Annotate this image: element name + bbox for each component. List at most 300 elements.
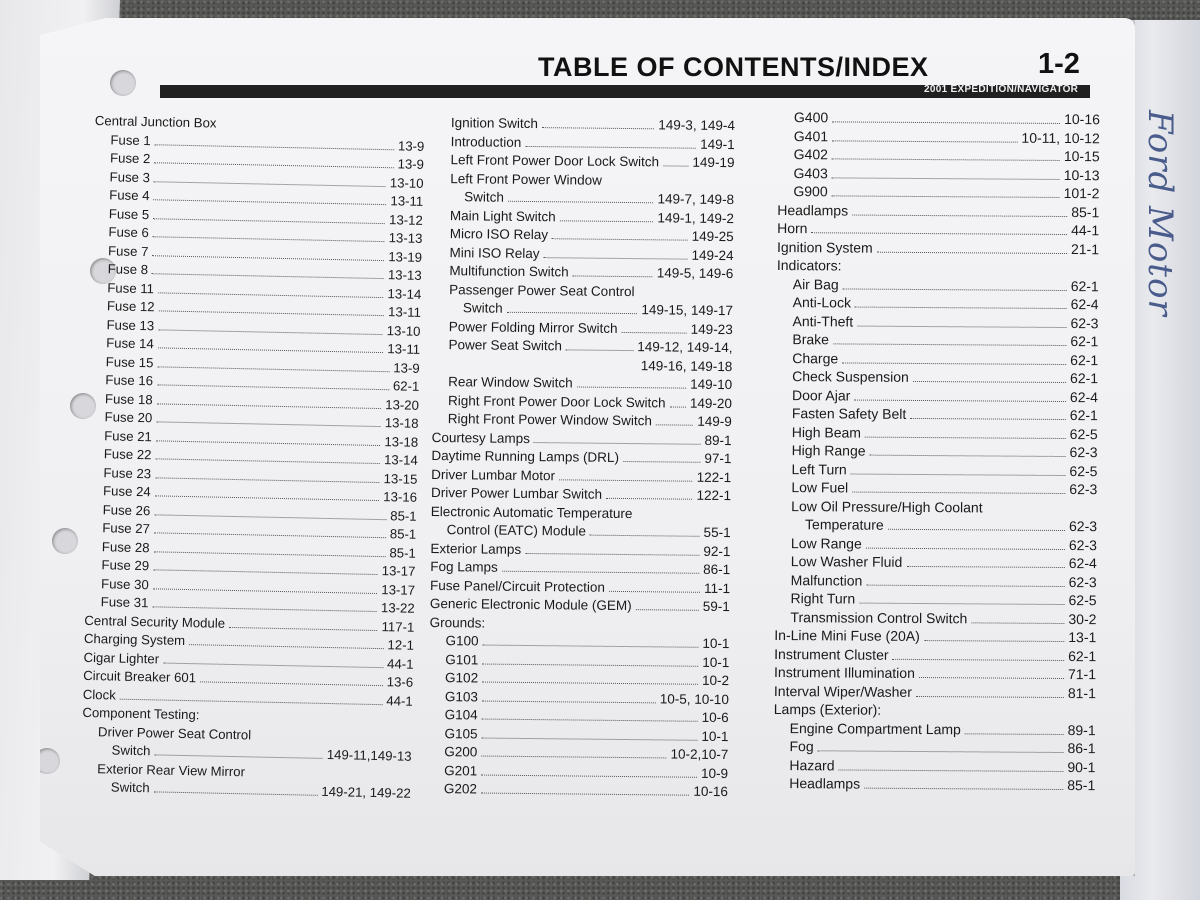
entry-page-ref: 13-12	[388, 211, 423, 228]
index-entry	[775, 552, 1097, 573]
dot-leader	[971, 610, 1064, 624]
dot-leader	[910, 406, 1066, 420]
dot-leader	[832, 109, 1060, 124]
index-entry	[775, 589, 1097, 610]
entry-page-ref: 13-10	[389, 174, 424, 191]
dot-leader	[622, 319, 687, 333]
entry-label: Low Washer Fluid	[790, 553, 903, 570]
dot-leader	[842, 350, 1066, 365]
index-entry	[775, 515, 1097, 536]
entry-page-ref: 62-1	[1070, 277, 1099, 294]
entry-label: Indicators:	[776, 256, 842, 274]
entry-page-ref: 86-1	[703, 561, 731, 578]
entry-label: Fuse 5	[108, 205, 150, 222]
entry-page-ref: 10-1	[702, 635, 730, 652]
entry-label: G401	[793, 127, 829, 144]
index-entry	[777, 237, 1099, 258]
entry-label: Door Ajar	[791, 386, 851, 404]
entry-label: In-Line Mini Fuse (20A)	[774, 626, 920, 645]
entry-page-ref: 149-19	[692, 154, 735, 171]
entry-label: Micro ISO Relay	[449, 226, 549, 243]
index-entry	[777, 200, 1099, 221]
entry-page-ref: 13-6	[386, 674, 414, 690]
vehicle-subtitle: 2001 EXPEDITION/NAVIGATOR	[924, 84, 1079, 95]
entry-page-ref: 149-23	[690, 321, 733, 337]
entry-page-ref: 86-1	[1067, 740, 1096, 757]
entry-label: G101	[445, 651, 479, 667]
dot-leader	[832, 128, 1017, 142]
entry-label: Ignition System	[776, 238, 873, 256]
entry-page-ref: 10-1	[701, 728, 729, 744]
dot-leader	[832, 183, 1060, 198]
entry-label: Multifunction Switch	[449, 263, 569, 280]
dot-leader	[481, 725, 697, 740]
entry-label: Switch	[110, 779, 150, 796]
index-entry	[773, 755, 1095, 776]
entry-page-ref: 149-20	[689, 395, 733, 411]
entry-page-ref: 149-11,149-13	[326, 746, 412, 764]
entry-label: Instrument Cluster	[774, 645, 889, 663]
entry-label: Low Fuel	[791, 479, 849, 496]
dot-leader	[656, 412, 694, 425]
entry-label: Fuse 15	[105, 353, 154, 370]
entry-page-ref: 85-1	[389, 526, 417, 542]
index-entry	[777, 219, 1099, 240]
entry-label: Fuse 22	[103, 446, 152, 463]
index-entry	[777, 256, 1099, 277]
ford-logo-text: Ford Motor	[1140, 110, 1180, 317]
index-entry	[774, 700, 1096, 721]
entry-page-ref: 55-1	[703, 524, 731, 541]
entry-page-ref: 62-3	[1070, 314, 1099, 331]
entry-page-ref: 149-1, 149-2	[657, 209, 735, 226]
entry-label: Central Security Module	[84, 612, 226, 631]
entry-page-ref: 149-24	[691, 247, 734, 263]
entry-page-ref: 92-1	[703, 543, 731, 559]
dot-leader	[636, 597, 699, 611]
entry-page-ref: 13-17	[381, 563, 416, 579]
entry-label: Fuse 23	[103, 464, 152, 481]
index-entry	[777, 163, 1099, 184]
entry-label: Anti-Lock	[792, 294, 852, 311]
entry-label: Fuse 6	[108, 224, 149, 241]
index-entry	[774, 626, 1096, 647]
entry-page-ref: 62-4	[1068, 555, 1097, 572]
entry-page-ref: 149-25	[691, 228, 734, 245]
index-entry	[777, 182, 1099, 203]
entry-label: Ignition Switch	[450, 115, 539, 132]
entry-label: Daytime Running Lamps (DRL)	[431, 447, 620, 465]
entry-page-ref: 10-2,10-7	[670, 746, 729, 763]
dot-leader	[854, 387, 1066, 401]
index-entry	[777, 293, 1099, 314]
dot-leader	[888, 517, 1065, 531]
dot-leader	[916, 683, 1064, 697]
entry-page-ref: 11-1	[703, 580, 731, 596]
entry-page-ref: 62-4	[1069, 388, 1099, 405]
dot-leader	[481, 781, 690, 796]
dot-leader	[833, 331, 1066, 346]
entry-page-ref: 10-5, 10-10	[659, 690, 729, 707]
entry-page-ref: 117-1	[381, 618, 415, 635]
entry-page-ref: 44-1	[386, 655, 414, 672]
entry-page-ref: 122-1	[696, 487, 732, 504]
dot-leader	[577, 374, 687, 388]
dot-leader	[525, 540, 699, 555]
entry-label: Fuse 2	[109, 150, 151, 167]
entry-label: High Beam	[791, 423, 862, 441]
dot-leader	[507, 300, 638, 314]
entry-label: Switch	[462, 300, 503, 316]
dot-leader	[623, 449, 701, 463]
entry-label: Air Bag	[792, 275, 839, 292]
entry-label: High Range	[791, 442, 866, 459]
dot-leader	[965, 721, 1064, 735]
dot-leader	[452, 356, 637, 370]
entry-page-ref: 62-4	[1070, 296, 1099, 313]
dot-leader	[818, 738, 1064, 753]
entry-label: Passenger Power Seat Control	[449, 281, 635, 299]
entry-label: G105	[444, 725, 478, 741]
entry-page-ref: 13-19	[388, 248, 423, 265]
entry-page-ref: 13-10	[386, 322, 421, 339]
entry-page-ref: 149-16, 149-18	[640, 357, 733, 374]
index-entry	[773, 737, 1095, 758]
entry-label: Low Range	[790, 534, 862, 552]
entry-label: Cigar Lighter	[83, 649, 160, 666]
entry-label: Fog Lamps	[430, 558, 498, 575]
index-entry	[777, 274, 1099, 295]
dot-leader	[855, 295, 1067, 309]
entry-page-ref: 13-17	[381, 581, 416, 598]
page-number: 1-2	[1038, 48, 1080, 80]
page-title: TABLE OF CONTENTS/INDEX	[538, 52, 929, 82]
index-entry	[432, 336, 732, 358]
dot-leader	[590, 523, 700, 537]
index-column-1	[81, 112, 425, 803]
entry-page-ref: 30-2	[1068, 610, 1097, 627]
index-entry	[775, 496, 1097, 517]
entry-label: G200	[444, 744, 478, 760]
entry-page-ref: 44-1	[1071, 222, 1100, 239]
dot-leader	[811, 220, 1067, 235]
entry-page-ref: 62-5	[1068, 592, 1097, 609]
entry-label: G403	[793, 164, 828, 181]
entry-label: G400	[793, 109, 829, 126]
entry-label: Fuse 21	[104, 427, 153, 444]
entry-label: Introduction	[450, 133, 522, 150]
entry-page-ref: 13-13	[388, 230, 423, 246]
dot-leader	[525, 133, 696, 148]
dot-leader	[154, 779, 318, 795]
dot-leader	[913, 369, 1066, 383]
dot-leader	[864, 776, 1063, 790]
entry-label: Driver Power Lumbar Switch	[430, 484, 603, 502]
entry-label: Exterior Lamps	[430, 540, 522, 557]
entry-page-ref: 62-1	[392, 378, 420, 394]
entry-label: Headlamps	[789, 775, 861, 792]
entry-page-ref: 13-15	[383, 470, 418, 487]
dot-leader	[839, 757, 1064, 772]
entry-label: Fuse 28	[101, 538, 150, 555]
entry-page-ref: 149-10	[690, 376, 733, 393]
entry-page-ref: 62-1	[1070, 333, 1099, 350]
entry-page-ref: 149-12, 149-14,	[637, 339, 733, 356]
entry-page-ref: 10-16	[1064, 110, 1100, 128]
dot-leader	[859, 591, 1064, 605]
entry-page-ref: 44-1	[386, 692, 413, 709]
index-entry	[776, 311, 1098, 332]
entry-label: Fuse 14	[106, 335, 154, 352]
entry-label: Generic Electronic Module (GEM)	[429, 595, 632, 614]
entry-page-ref: 149-21, 149-22	[321, 783, 411, 801]
entry-label: G201	[444, 762, 478, 778]
dot-leader	[906, 554, 1065, 568]
dot-leader	[534, 430, 701, 445]
dot-leader	[229, 614, 378, 630]
entry-page-ref: 85-1	[1071, 203, 1100, 220]
entry-label: Mini ISO Relay	[449, 244, 540, 261]
entry-label: Fuse 16	[105, 372, 154, 389]
dot-leader	[851, 461, 1066, 475]
entry-page-ref: 71-1	[1067, 666, 1097, 683]
entry-page-ref: 13-20	[385, 396, 420, 413]
dot-leader	[189, 632, 384, 649]
entry-label: Fuse 20	[104, 409, 153, 426]
entry-page-ref: 10-11, 10-12	[1021, 129, 1100, 146]
entry-page-ref: 89-1	[704, 432, 732, 448]
entry-label: Switch	[111, 742, 151, 759]
dot-leader	[924, 628, 1065, 642]
entry-page-ref: 62-3	[1069, 444, 1098, 461]
index-entry	[776, 422, 1098, 443]
dot-leader	[852, 202, 1067, 217]
dot-leader	[670, 394, 686, 407]
dot-leader	[482, 651, 698, 666]
entry-label: Electronic Automatic Temperature	[430, 503, 633, 521]
dot-leader	[866, 572, 1064, 586]
index-entry	[776, 367, 1098, 388]
entry-label: Fuse 29	[101, 557, 150, 574]
entry-label: Anti-Theft	[792, 312, 854, 330]
index-entry	[774, 681, 1096, 702]
dot-leader	[552, 226, 688, 240]
index-entry	[776, 404, 1098, 425]
dot-leader	[542, 115, 655, 129]
index-entry	[428, 780, 728, 802]
entry-page-ref: 13-9	[397, 156, 425, 172]
entry-label: Main Light Switch	[449, 207, 556, 224]
entry-page-ref: 13-11	[387, 304, 422, 320]
entry-label: Right Front Power Door Lock Switch	[447, 392, 666, 410]
entry-page-ref: 13-13	[387, 267, 422, 283]
entry-label: Fuse 13	[106, 316, 155, 333]
entry-label: Fuse 24	[102, 483, 151, 500]
dot-leader	[852, 480, 1065, 494]
dot-leader	[482, 633, 698, 648]
entry-page-ref: 13-16	[383, 489, 418, 505]
entry-label: Circuit Breaker 601	[83, 667, 197, 686]
entry-label: Power Seat Switch	[448, 337, 562, 354]
index-entry	[776, 330, 1098, 351]
index-entry	[778, 108, 1100, 129]
entry-page-ref: 10-2	[701, 672, 730, 689]
entry-page-ref: 10-15	[1063, 147, 1100, 165]
entry-page-ref: 62-3	[1068, 536, 1098, 553]
entry-page-ref: 62-1	[1068, 647, 1097, 664]
entry-label: Fuse 30	[100, 575, 149, 592]
entry-page-ref: 62-3	[1068, 573, 1097, 590]
entry-label: Fuse 3	[109, 168, 151, 185]
entry-label: Driver Power Seat Control	[97, 723, 252, 742]
index-entry	[775, 459, 1097, 480]
entry-page-ref: 97-1	[704, 450, 732, 467]
entry-page-ref: 10-16	[693, 783, 728, 800]
dot-leader	[606, 486, 693, 500]
dot-leader	[502, 559, 700, 574]
entry-label: Interval Wiper/Washer	[773, 682, 912, 700]
entry-page-ref: 81-1	[1067, 684, 1096, 701]
entry-page-ref: 62-3	[1069, 518, 1098, 535]
dot-leader	[866, 535, 1065, 549]
index-entry	[778, 145, 1100, 166]
dot-leader	[482, 688, 656, 703]
entry-page-ref: 89-1	[1067, 721, 1096, 738]
entry-label: G104	[444, 707, 478, 723]
dot-leader	[560, 208, 654, 222]
punch-hole	[110, 70, 136, 96]
entry-page-ref: 13-11	[390, 193, 424, 209]
entry-page-ref: 10-13	[1063, 166, 1100, 183]
index-entry	[775, 533, 1097, 554]
entry-page-ref: 13-22	[380, 600, 415, 616]
entry-label: Fuse Panel/Circuit Protection	[429, 577, 605, 595]
dot-leader	[663, 153, 688, 166]
entry-label: G202	[443, 781, 478, 797]
entry-label: G103	[444, 688, 479, 704]
entry-label: Fuse 7	[107, 242, 149, 259]
entry-page-ref: 85-1	[389, 544, 416, 561]
entry-label: G402	[793, 146, 828, 163]
entry-page-ref: 13-14	[387, 285, 422, 302]
entry-label: Lamps (Exterior):	[773, 700, 882, 718]
entry-label: Brake	[792, 331, 830, 348]
entry-page-ref: 90-1	[1067, 758, 1096, 775]
entry-label: Malfunction	[790, 571, 863, 589]
dot-leader	[919, 665, 1064, 679]
dot-leader	[200, 669, 383, 686]
dot-leader	[508, 189, 654, 204]
entry-label: Instrument Illumination	[774, 663, 915, 681]
index-entry	[774, 607, 1096, 628]
entry-page-ref: 10-6	[701, 709, 729, 726]
entry-page-ref: 12-1	[387, 637, 415, 653]
entry-page-ref: 10-9	[701, 765, 729, 781]
entry-page-ref: 13-11	[387, 341, 421, 357]
entry-page-ref: 62-1	[1070, 370, 1099, 387]
index-entry	[774, 663, 1096, 684]
entry-page-ref: 149-1	[700, 136, 735, 152]
dot-leader	[843, 276, 1067, 291]
dot-leader	[857, 313, 1066, 327]
dot-leader	[573, 263, 653, 277]
entry-label: Hazard	[789, 756, 835, 773]
entry-page-ref: 59-1	[702, 598, 730, 615]
index-entry	[778, 126, 1100, 147]
entry-page-ref: 85-1	[1067, 777, 1096, 794]
dot-leader	[865, 424, 1066, 438]
dot-leader	[559, 467, 693, 481]
entry-label: Fuse 18	[104, 390, 153, 407]
index-entry	[774, 718, 1096, 739]
entry-page-ref: 149-5, 149-6	[656, 265, 734, 282]
entry-label: Fuse 27	[102, 520, 151, 537]
entry-label: Clock	[82, 686, 116, 703]
entry-label: G102	[445, 670, 479, 686]
entry-label: Engine Compartment Lamp	[789, 719, 961, 737]
entry-page-ref: 62-1	[1069, 407, 1098, 424]
entry-label: G100	[445, 633, 479, 649]
entry-page-ref: 13-18	[384, 433, 419, 450]
dot-leader	[154, 742, 323, 759]
dot-leader	[893, 646, 1065, 660]
index-entry	[774, 644, 1096, 665]
entry-page-ref: 13-9	[393, 359, 420, 376]
entry-label: Charging System	[83, 630, 186, 649]
dot-leader	[566, 337, 633, 351]
entry-page-ref: 62-5	[1069, 462, 1098, 479]
entry-label: Right Turn	[790, 590, 856, 607]
dot-leader	[832, 146, 1060, 161]
entry-label: Power Folding Mirror Switch	[448, 318, 618, 336]
index-entry	[775, 478, 1097, 499]
entry-label: Exterior Rear View Mirror	[97, 760, 246, 779]
entry-label: Fuse 26	[102, 501, 151, 518]
entry-label: Fuse 12	[106, 298, 155, 315]
entry-page-ref: 13-9	[397, 137, 425, 154]
entry-label: Fuse 8	[107, 261, 149, 278]
entry-page-ref: 149-3, 149-4	[658, 117, 735, 134]
entry-label: Low Oil Pressure/High Coolant	[791, 497, 983, 515]
index-entry	[775, 570, 1097, 591]
entry-label: Left Front Power Window	[450, 170, 602, 188]
entry-label: Right Front Power Window Switch	[447, 411, 652, 429]
dot-leader	[482, 670, 698, 685]
entry-label: Driver Lumbar Motor	[431, 466, 556, 483]
index-column-2	[428, 114, 735, 802]
entry-label: Rear Window Switch	[448, 374, 573, 391]
entry-page-ref: 13-1	[1068, 629, 1097, 646]
entry-label: Transmission Control Switch	[790, 608, 968, 626]
entry-label: Fog	[789, 738, 814, 755]
entry-label: Left Turn	[791, 460, 847, 477]
entry-page-ref: 62-3	[1069, 481, 1098, 498]
dot-leader	[870, 443, 1066, 457]
dot-leader	[877, 239, 1067, 253]
dot-leader	[832, 165, 1060, 180]
entry-page-ref: 62-1	[1070, 351, 1099, 368]
punch-hole	[52, 528, 78, 554]
entry-page-ref: 21-1	[1070, 240, 1100, 257]
entry-label: Central Junction Box	[94, 112, 217, 131]
entry-label: Fuse 11	[107, 279, 155, 296]
entry-page-ref: 101-2	[1063, 184, 1100, 202]
dot-leader	[481, 744, 666, 759]
entry-page-ref: 13-14	[383, 452, 418, 468]
entry-page-ref: 85-1	[390, 507, 417, 524]
entry-page-ref: 122-1	[696, 469, 732, 485]
dot-leader	[482, 707, 698, 722]
